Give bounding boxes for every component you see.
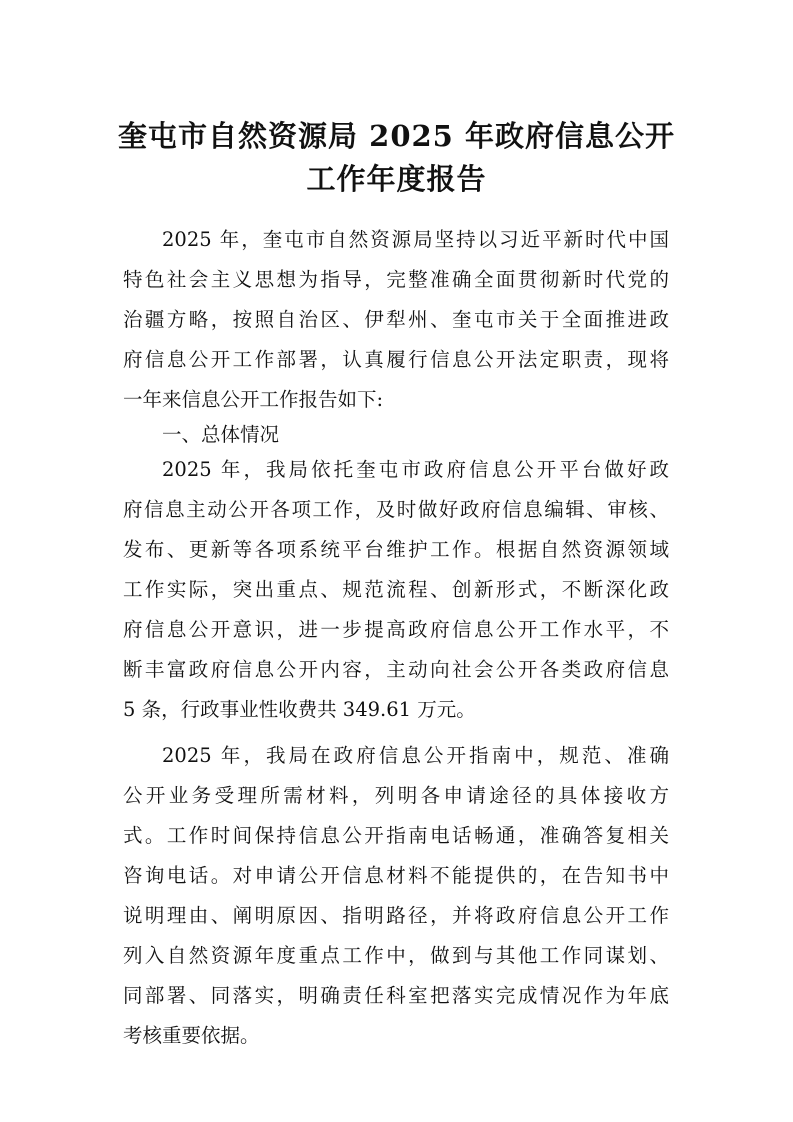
paragraph-line: 2025 年，我局在政府信息公开指南中，规范、准确 [162, 744, 669, 767]
intro-line: 治疆方略，按照自治区、伊犁州、奎屯市关于全面推进政 [123, 308, 669, 331]
intro-line: 府信息公开工作部署，认真履行信息公开法定职责，现将 [123, 348, 669, 371]
paragraph-line: 说明理由、阐明原因、指明路径，并将政府信息公开工作 [123, 904, 669, 927]
paragraph-line: 府信息公开意识，进一步提高政府信息公开工作水平，不 [123, 618, 669, 641]
paragraph-line: 工作实际，突出重点、规范流程、创新形式，不断深化政 [123, 578, 669, 601]
paragraph-line: 式。工作时间保持信息公开指南电话畅通，准确答复相关 [123, 824, 669, 847]
section-heading: 一、总体情况 [162, 423, 280, 446]
paragraph-line: 2025 年，我局依托奎屯市政府信息公开平台做好政 [162, 458, 669, 481]
paragraph-line: 列入自然资源年度重点工作中，做到与其他工作同谋划、 [123, 944, 669, 967]
intro-line: 特色社会主义思想为指导，完整准确全面贯彻新时代党的 [123, 268, 669, 291]
paragraph-line: 同部署、同落实，明确责任科室把落实完成情况作为年底 [123, 984, 669, 1007]
paragraph-line: 5 条，行政事业性收费共 349.61 万元。 [123, 698, 476, 721]
intro-line: 2025 年，奎屯市自然资源局坚持以习近平新时代中国 [162, 228, 669, 251]
paragraph-line: 府信息主动公开各项工作，及时做好政府信息编辑、审核、 [123, 498, 669, 521]
document-title-line-1: 奎屯市自然资源局 2025 年政府信息公开 [118, 119, 675, 153]
paragraph-line: 考核重要依据。 [123, 1024, 260, 1047]
intro-line: 一年来信息公开工作报告如下: [123, 388, 384, 411]
paragraph-line: 断丰富政府信息公开内容，主动向社会公开各类政府信息 [123, 658, 669, 681]
paragraph-line: 公开业务受理所需材料，列明各申请途径的具体接收方 [123, 784, 669, 807]
paragraph-line: 发布、更新等各项系统平台维护工作。根据自然资源领域 [123, 538, 669, 561]
document-title-line-2: 工作年度报告 [306, 162, 487, 196]
paragraph-line: 咨询电话。对申请公开信息材料不能提供的，在告知书中 [123, 864, 669, 887]
